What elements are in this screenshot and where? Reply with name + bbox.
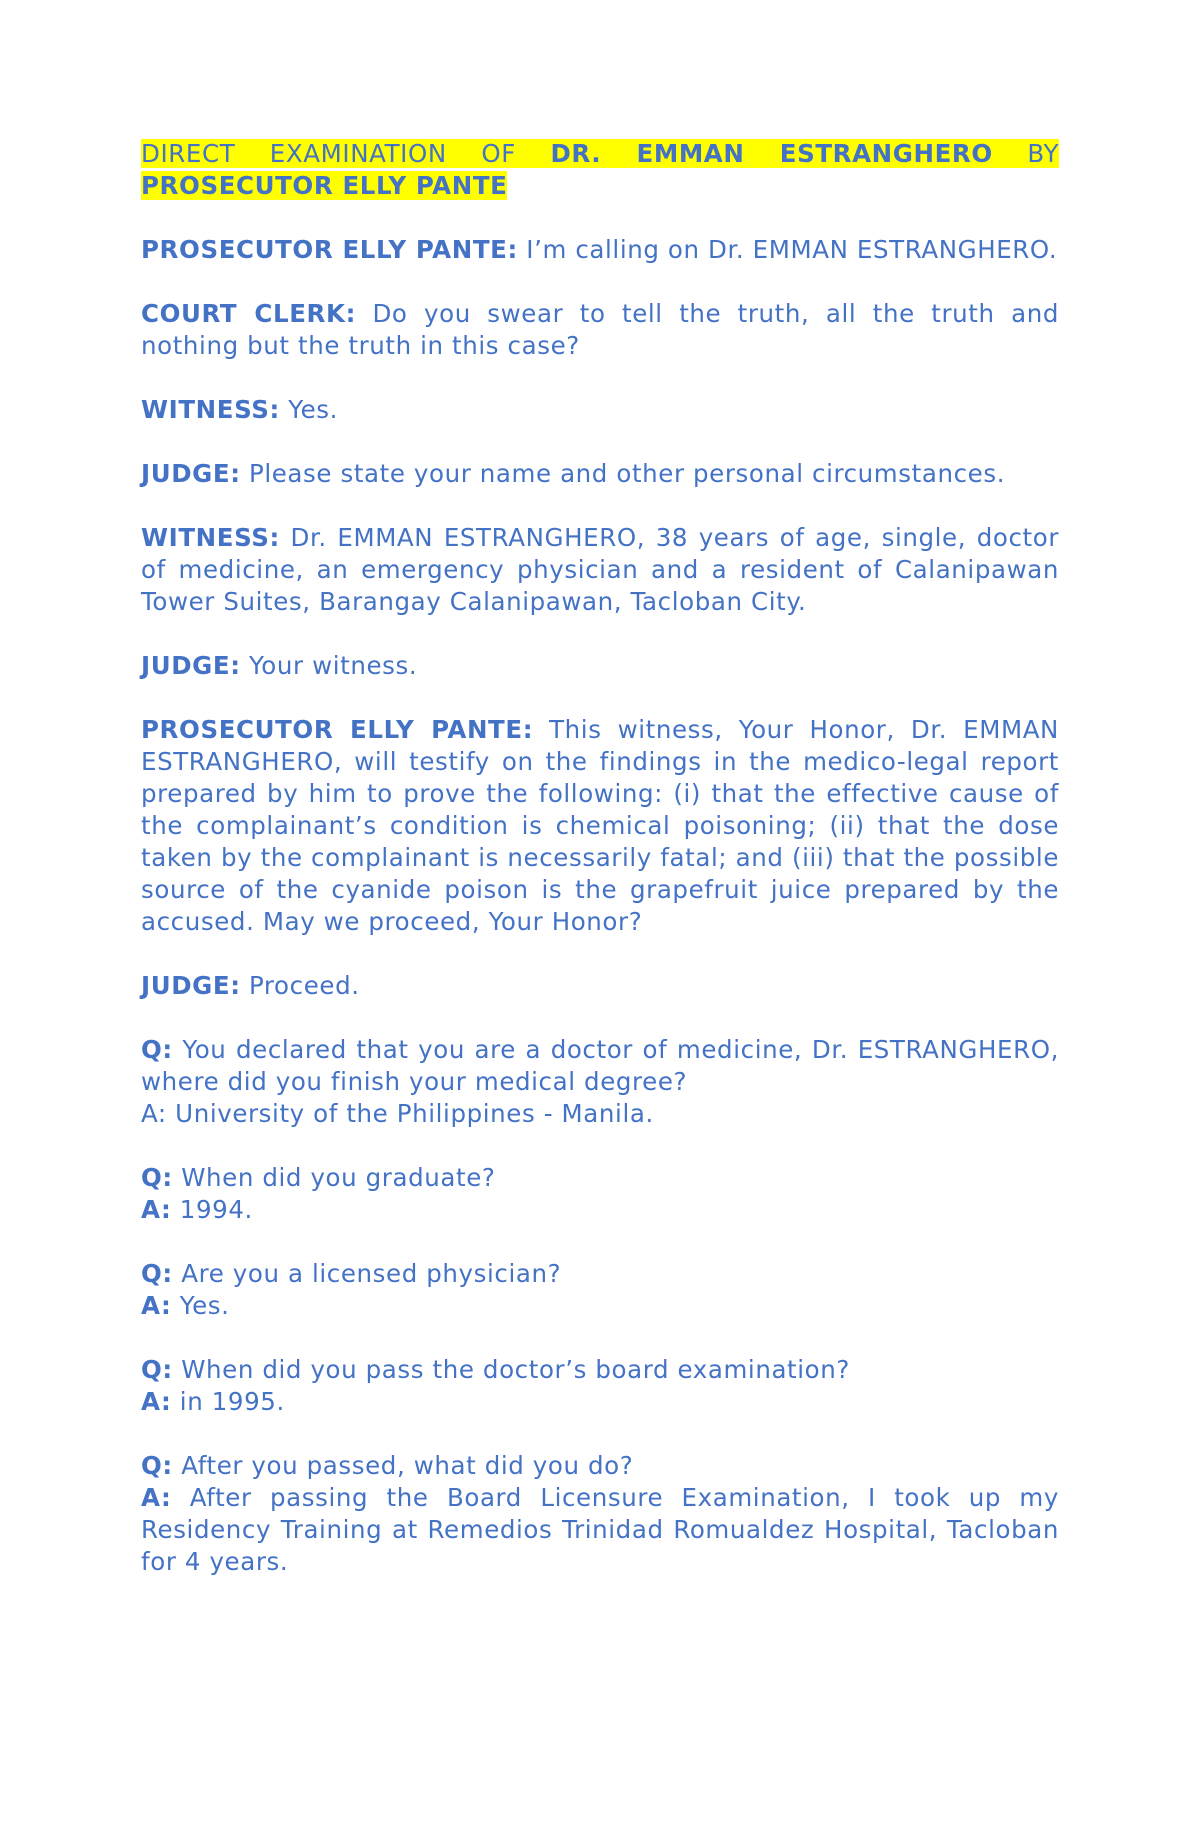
speaker-text: Do you swear to tell the truth, all the truth and nothing but the truth in this case? [141, 299, 1059, 360]
heading-prosecutor-name: PROSECUTOR ELLY PANTE [141, 171, 508, 200]
speaker-label: JUDGE: [141, 971, 241, 1000]
transcript-entry [141, 394, 1059, 426]
transcript-entry [141, 234, 1059, 266]
heading-by: BY [992, 139, 1060, 168]
answer-line [141, 1386, 1059, 1418]
question-line [141, 1034, 1059, 1098]
speaker-text: This witness, Your Honor, Dr. EMMAN ESTRANGHERO, will testify on the findings in the medico-legal report prepared by him to prove the following: (i) that the effective cause of the complainant’s condition is chemical poisoning; (ii) that the dose taken by the complainant is necessarily fatal; and (iii) that the possible source of the cyanide poison is the grapefruit juice prepared by the accused. May we proceed, Your Honor? [141, 715, 1059, 936]
question-line [141, 1258, 1059, 1290]
qa-block [141, 1450, 1059, 1578]
heading-witness-name: DR. EMMAN ESTRANGHERO [550, 139, 993, 168]
heading-prefix: DIRECT EXAMINATION OF [141, 139, 551, 168]
answer-label: A: [141, 1387, 172, 1416]
question-line [141, 1162, 1059, 1194]
question-text: You declared that you are a doctor of medicine, Dr. ESTRANGHERO, where did you finish your medical degree? [141, 1035, 1059, 1096]
speaker-label: COURT CLERK: [141, 299, 356, 328]
question-text: When did you pass the doctor’s board examination? [172, 1355, 850, 1384]
speaker-text: Your witness. [240, 651, 418, 680]
question-text: When did you graduate? [172, 1163, 496, 1192]
answer-text: 1994. [171, 1195, 253, 1224]
question-label: Q: [141, 1451, 173, 1480]
speaker-label: WITNESS: [141, 523, 280, 552]
transcript-entry [141, 522, 1059, 618]
answer-label: A: [141, 1195, 172, 1224]
transcript-entry [141, 298, 1059, 362]
speaker-label: PROSECUTOR ELLY PANTE: [141, 235, 518, 264]
answer-text: A: University of the Philippines - Manila. [141, 1099, 654, 1128]
qa-block [141, 1162, 1059, 1226]
question-line [141, 1354, 1059, 1386]
transcript-entry [141, 458, 1059, 490]
answer-text: in 1995. [171, 1387, 285, 1416]
speaker-label: WITNESS: [141, 395, 280, 424]
speaker-text: Please state your name and other personal circumstances. [240, 459, 1006, 488]
answer-text: Yes. [171, 1291, 230, 1320]
document-heading [141, 138, 1059, 202]
speaker-text: Yes. [279, 395, 339, 424]
speaker-text: Proceed. [240, 971, 360, 1000]
qa-block [141, 1258, 1059, 1322]
answer-line [141, 1290, 1059, 1322]
speaker-text: I’m calling on Dr. EMMAN ESTRANGHERO. [517, 235, 1058, 264]
transcript-entry [141, 970, 1059, 1002]
answer-line [141, 1482, 1059, 1578]
document-page [141, 138, 1059, 1578]
speaker-label: JUDGE: [141, 459, 241, 488]
answer-line [141, 1194, 1059, 1226]
transcript-entry [141, 650, 1059, 682]
question-label: Q: [141, 1259, 173, 1288]
speaker-text: Dr. EMMAN ESTRANGHERO, 38 years of age, single, doctor of medicine, an emergency physician and a resident of Calanipawan Tower Suites, Barangay Calanipawan, Tacloban City. [141, 523, 1059, 616]
speaker-label: PROSECUTOR ELLY PANTE: [141, 715, 534, 744]
question-line [141, 1450, 1059, 1482]
qa-block [141, 1034, 1059, 1130]
answer-line [141, 1098, 1059, 1130]
transcript-entry [141, 714, 1059, 938]
answer-text: After passing the Board Licensure Examination, I took up my Residency Training at Remedios Trinidad Romualdez Hospital, Tacloban for 4 years. [141, 1483, 1059, 1576]
question-label: Q: [141, 1355, 173, 1384]
question-label: Q: [141, 1035, 173, 1064]
question-text: After you passed, what did you do? [172, 1451, 634, 1480]
qa-block [141, 1354, 1059, 1418]
question-text: Are you a licensed physician? [172, 1259, 562, 1288]
answer-label: A: [141, 1291, 172, 1320]
speaker-label: JUDGE: [141, 651, 241, 680]
answer-label: A: [141, 1483, 172, 1512]
question-label: Q: [141, 1163, 173, 1192]
